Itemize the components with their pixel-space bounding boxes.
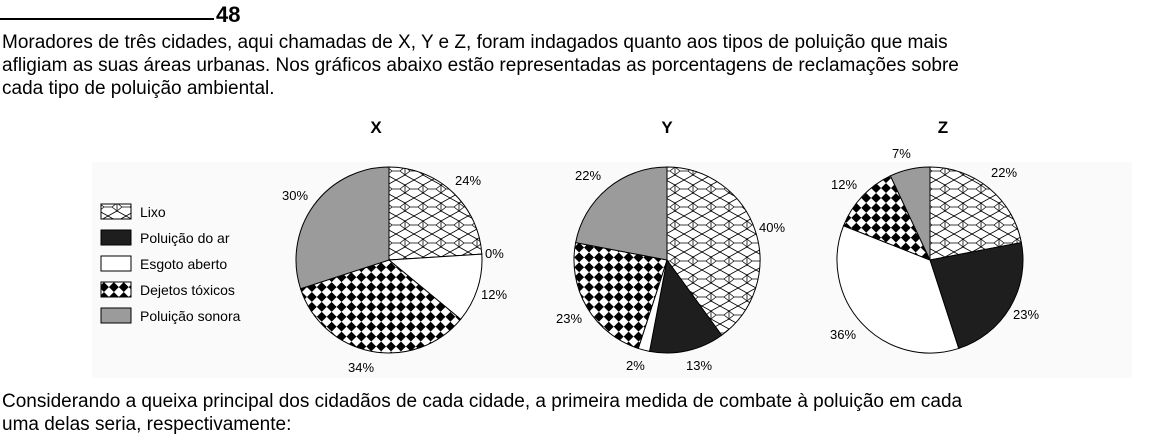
pct-label-x-ar: 0% (485, 246, 504, 261)
chart-title-y: Y (661, 118, 673, 137)
legend-label-toxicos: Dejetos tóxicos (140, 282, 235, 298)
pct-label-z-ar: 23% (1013, 307, 1040, 322)
intro-line: cada tipo de poluição ambiental. (2, 78, 275, 99)
legend-label-esgoto: Esgoto aberto (140, 256, 228, 272)
question-prompt (2, 390, 1150, 436)
pct-label-x-esgoto: 12% (481, 287, 508, 302)
prompt-line: Considerando a queixa principal dos cidadãos de cada cidade, a primeira medida de combate à poluição em cada (2, 391, 963, 412)
intro-line: Moradores de três cidades, aqui chamadas de X, Y e Z, foram indagados quanto aos tipos de poluição que mais (2, 32, 948, 53)
pie-chart-z (837, 167, 1023, 353)
pct-label-x-toxicos: 34% (348, 360, 375, 375)
pct-label-z-lixo: 22% (991, 165, 1018, 180)
pct-label-z-esgoto: 36% (830, 327, 857, 342)
intro-line: afligiam as suas áreas urbanas. Nos gráficos abaixo estão representadas as porcentagens de reclamações sobre (2, 55, 959, 76)
pct-label-x-sonora: 30% (282, 188, 309, 203)
question-number: 48 (216, 2, 241, 27)
pct-label-z-toxicos: 12% (831, 177, 858, 192)
pie-chart-y (574, 167, 760, 353)
legend-swatch-ar (101, 230, 131, 245)
pct-label-x-lixo: 24% (455, 173, 482, 188)
legend-label-lixo: Lixo (140, 204, 166, 220)
pct-label-y-toxicos: 23% (556, 311, 583, 326)
chart-title-x: X (370, 118, 382, 137)
pie-chart-x (296, 167, 482, 353)
legend-swatch-sonora (101, 308, 131, 323)
pct-label-y-lixo: 40% (759, 220, 786, 235)
chart-title-z: Z (937, 118, 949, 137)
legend-swatch-lixo (101, 204, 131, 219)
pct-label-y-esgoto: 2% (626, 358, 645, 373)
legend-label-ar: Poluição do ar (140, 230, 230, 246)
legend-swatch-toxicos (101, 282, 131, 297)
legend-label-sonora: Poluição sonora (140, 308, 241, 324)
prompt-line: uma delas seria, respectivamente: (2, 414, 292, 435)
legend-swatch-esgoto (101, 256, 131, 271)
pct-label-y-sonora: 22% (575, 168, 602, 183)
pct-label-y-ar: 13% (686, 358, 713, 373)
pct-label-z-sonora: 7% (892, 146, 911, 161)
